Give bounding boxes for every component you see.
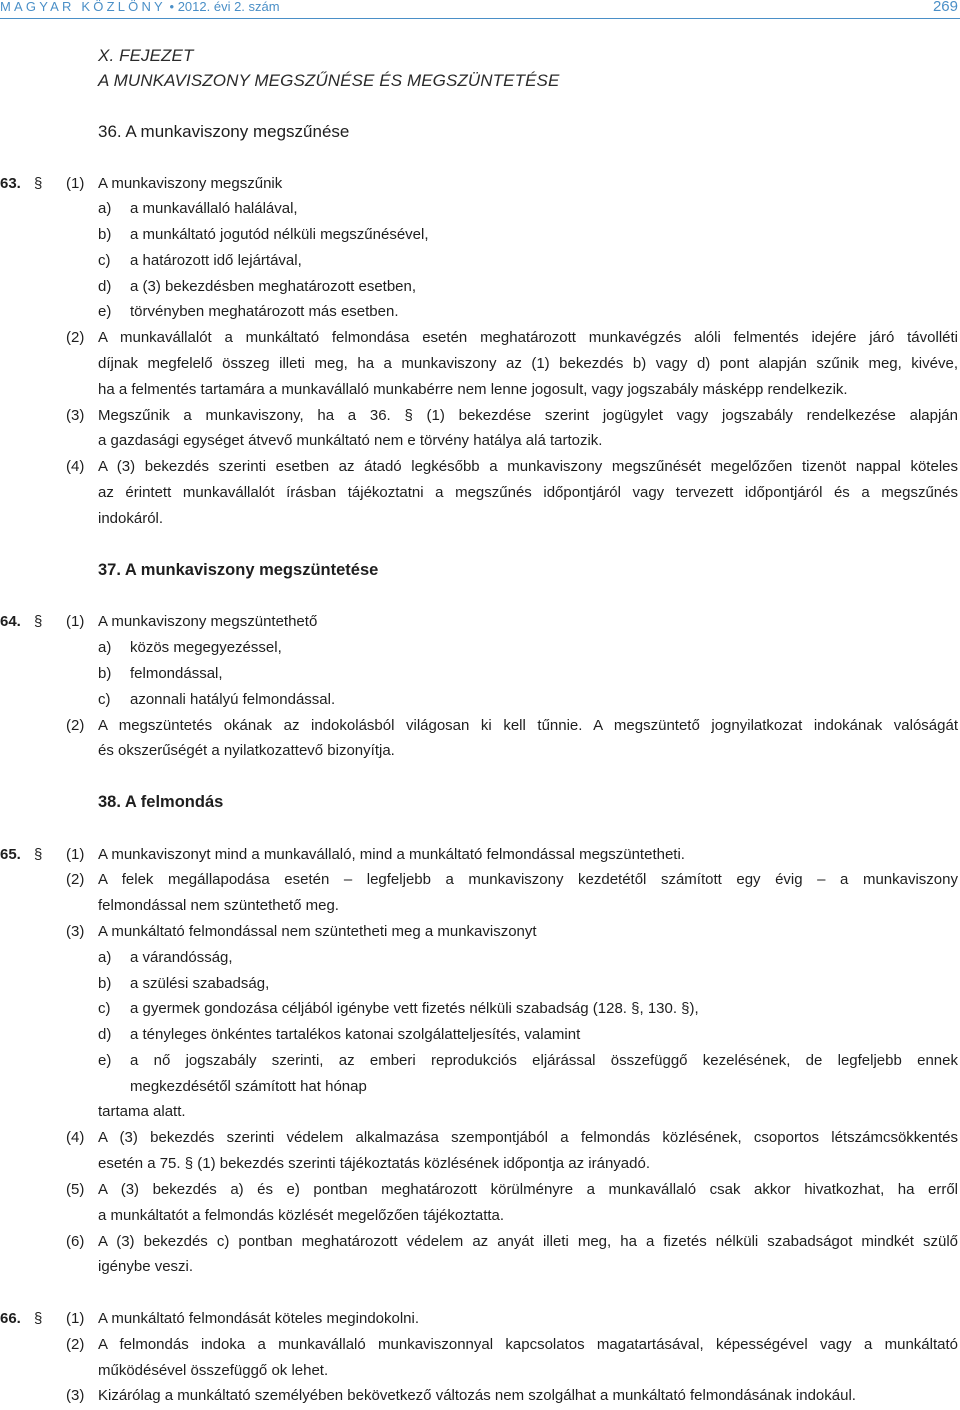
item-text: a munkavállaló halálával, — [130, 200, 298, 217]
paragraph-text: indokáról. — [98, 510, 164, 527]
paragraph-text: A munkaviszony megszűnik — [98, 175, 283, 192]
paragraph-number: (3) — [66, 923, 85, 940]
item-text: a várandósság, — [130, 949, 233, 966]
paragraph-text: A felmondás indoka a munkavállaló munkaviszonnyal kapcsolatos magatartásával, képességével vagy a munkáltató — [98, 1336, 958, 1353]
paragraph-text: A munkáltató felmondását köteles megindokolni. — [98, 1310, 420, 1327]
paragraph-number: (2) — [66, 1336, 85, 1353]
paragraph-number: (4) — [66, 1129, 85, 1146]
paragraph-number: (1) — [66, 613, 85, 630]
item-text: a gyermek gondozása céljából igénybe vett fizetés nélküli szabadság (128. §, 130. §), — [130, 1000, 699, 1017]
paragraph-text: A munkáltató felmondással nem szüntetheti meg a munkaviszonyt — [98, 923, 537, 940]
item-tail-text: tartama alatt. — [98, 1103, 186, 1120]
paragraph-number: (5) — [66, 1181, 85, 1198]
item-letter: e) — [98, 303, 112, 320]
paragraph-number: (2) — [66, 329, 85, 346]
item-text: felmondással, — [130, 665, 223, 682]
paragraph-number: (2) — [66, 717, 85, 734]
paragraph-text: A (3) bekezdés c) pontban meghatározott védelem az anyát illeti meg, ha a fizetés nélküli szabadságot mindkét szülő — [98, 1233, 958, 1250]
item-text: a tényleges önkéntes tartalékos katonai szolgálatteljesítés, valamint — [130, 1026, 581, 1043]
item-letter: d) — [98, 278, 112, 295]
paragraph-text: Megszűnik a munkaviszony, ha a 36. § (1) bekezdése szerint jogügylet vagy jogszabály rendelkezése alapján — [98, 407, 958, 424]
item-letter: a) — [98, 639, 112, 656]
paragraph-text: A munkavállalót a munkáltató felmondása esetén meghatározott munkavégzés alóli felmentés idejére járó távolléti — [98, 329, 958, 346]
item-text: törvényben meghatározott más esetben. — [130, 303, 399, 320]
paragraph-text: felmondással nem szüntethető meg. — [98, 897, 339, 914]
paragraph-number: (1) — [66, 1310, 85, 1327]
item-text: a munkáltató jogutód nélküli megszűnésével, — [130, 226, 429, 243]
item-text: azonnali hatályú felmondással. — [130, 691, 336, 708]
item-letter: a) — [98, 200, 112, 217]
paragraph-text: A (3) bekezdés szerinti védelem alkalmazása szempontjából a felmondás közlésének, csoportos létszámcsökkentés — [98, 1129, 958, 1146]
paragraph-text: A (3) bekezdés szerinti esetben az átadó legkésőbb a munkaviszony megszűnését megelőzően tizenöt nappal köteles — [98, 458, 958, 475]
paragraph-text: díjnak megfelelő összeg illeti meg, ha a munkaviszony az (1) bekezdés b) vagy d) pont alapján szűnik meg, kivéve, — [98, 355, 958, 372]
chapter-number: X. FEJEZET — [98, 46, 194, 65]
item-letter: b) — [98, 226, 112, 243]
section-number: 66. — [0, 1310, 21, 1327]
section-sign: § — [34, 846, 43, 863]
paragraph-text: A megszüntetés okának az indokolásból világosan ki kell tűnnie. A megszüntető jognyilatkozat indokának valóságát — [98, 717, 958, 734]
paragraph-number: (2) — [66, 871, 85, 888]
paragraph-number: (1) — [66, 175, 85, 192]
paragraph-text: és okszerűségét a nyilatkozattevő bizonyítja. — [98, 742, 395, 759]
publication-title — [0, 0, 280, 14]
section-number: 63. — [0, 175, 21, 192]
paragraph-text: igénybe veszi. — [98, 1258, 194, 1275]
paragraph-text: az érintett munkavállalót írásban tájékoztatni a megszűnés időpontjáról vagy tervezett időpontjáról és a megszűnés — [98, 484, 958, 501]
subtitle-38: 38. A felmondás — [98, 793, 224, 811]
item-text: a nő jogszabály szerinti, az emberi reprodukciós eljárással összefüggő kezelésének, de legfeljebb ennek — [130, 1052, 958, 1069]
item-letter: b) — [98, 665, 112, 682]
section-sign: § — [34, 175, 43, 192]
paragraph-text: A (3) bekezdés a) és e) pontban meghatározott körülményre a munkavállaló csak akkor hivatkozhat, ha erről — [98, 1181, 958, 1198]
paragraph-text: A felek megállapodása esetén – legfeljebb a munkaviszony kezdetétől számított egy évig – a munkaviszony — [98, 871, 958, 888]
paragraph-text: a munkáltatót a felmondás közlését megelőzően tájékoztatta. — [98, 1207, 505, 1224]
item-text: megkezdésétől számított hat hónap — [130, 1078, 367, 1095]
paragraph-number: (1) — [66, 846, 85, 863]
paragraph-text: A munkaviszonyt mind a munkavállaló, mind a munkáltató felmondással megszüntetheti. — [98, 846, 685, 863]
item-letter: b) — [98, 975, 112, 992]
paragraph-text: a gazdasági egységet átvevő munkáltató nem e törvény hatálya alá tartozik. — [98, 432, 603, 449]
paragraph-text: Kizárólag a munkáltató személyében bekövetkező változás nem szolgálhat a munkáltató felmondásának indokául. — [98, 1387, 856, 1404]
paragraph-text: működésével összefüggő ok lehet. — [98, 1362, 329, 1379]
paragraph-text: A munkaviszony megszüntethető — [98, 613, 318, 630]
section-sign: § — [34, 1310, 43, 1327]
section-number: 65. — [0, 846, 21, 863]
paragraph-number: (6) — [66, 1233, 85, 1250]
item-text: a (3) bekezdésben meghatározott esetben, — [130, 278, 417, 295]
page-header — [0, 0, 960, 20]
page-number: 269 — [932, 0, 958, 15]
item-letter: e) — [98, 1052, 112, 1069]
header-rule — [0, 18, 960, 19]
item-letter: c) — [98, 691, 111, 708]
item-letter: c) — [98, 252, 111, 269]
paragraph-number: (3) — [66, 407, 85, 424]
paragraph-number: (4) — [66, 458, 85, 475]
item-letter: c) — [98, 1000, 111, 1017]
item-text: közös megegyezéssel, — [130, 639, 282, 656]
item-letter: a) — [98, 949, 112, 966]
section-number: 64. — [0, 613, 21, 630]
subtitle-36: 36. A munkaviszony megszűnése — [98, 122, 350, 141]
paragraph-text: ha a felmentés tartamára a munkavállaló munkabérre nem lenne jogosult, vagy jogszabály másképp rendelkezik. — [98, 381, 848, 398]
item-text: a határozott idő lejártával, — [130, 252, 302, 269]
paragraph-number: (3) — [66, 1387, 85, 1404]
publication-name: MAGYAR KÖZLÖNY — [0, 0, 166, 14]
subtitle-37: 37. A munkaviszony megszüntetése — [98, 561, 379, 579]
item-text: a szülési szabadság, — [130, 975, 270, 992]
item-letter: d) — [98, 1026, 112, 1043]
issue-info: • 2012. évi 2. szám — [165, 0, 280, 14]
chapter-title: A MUNKAVISZONY MEGSZŰNÉSE ÉS MEGSZÜNTETÉSE — [98, 71, 560, 90]
paragraph-text: esetén a 75. § (1) bekezdés szerinti tájékoztatás közlésének időpontja az irányadó. — [98, 1155, 650, 1172]
section-sign: § — [34, 613, 43, 630]
